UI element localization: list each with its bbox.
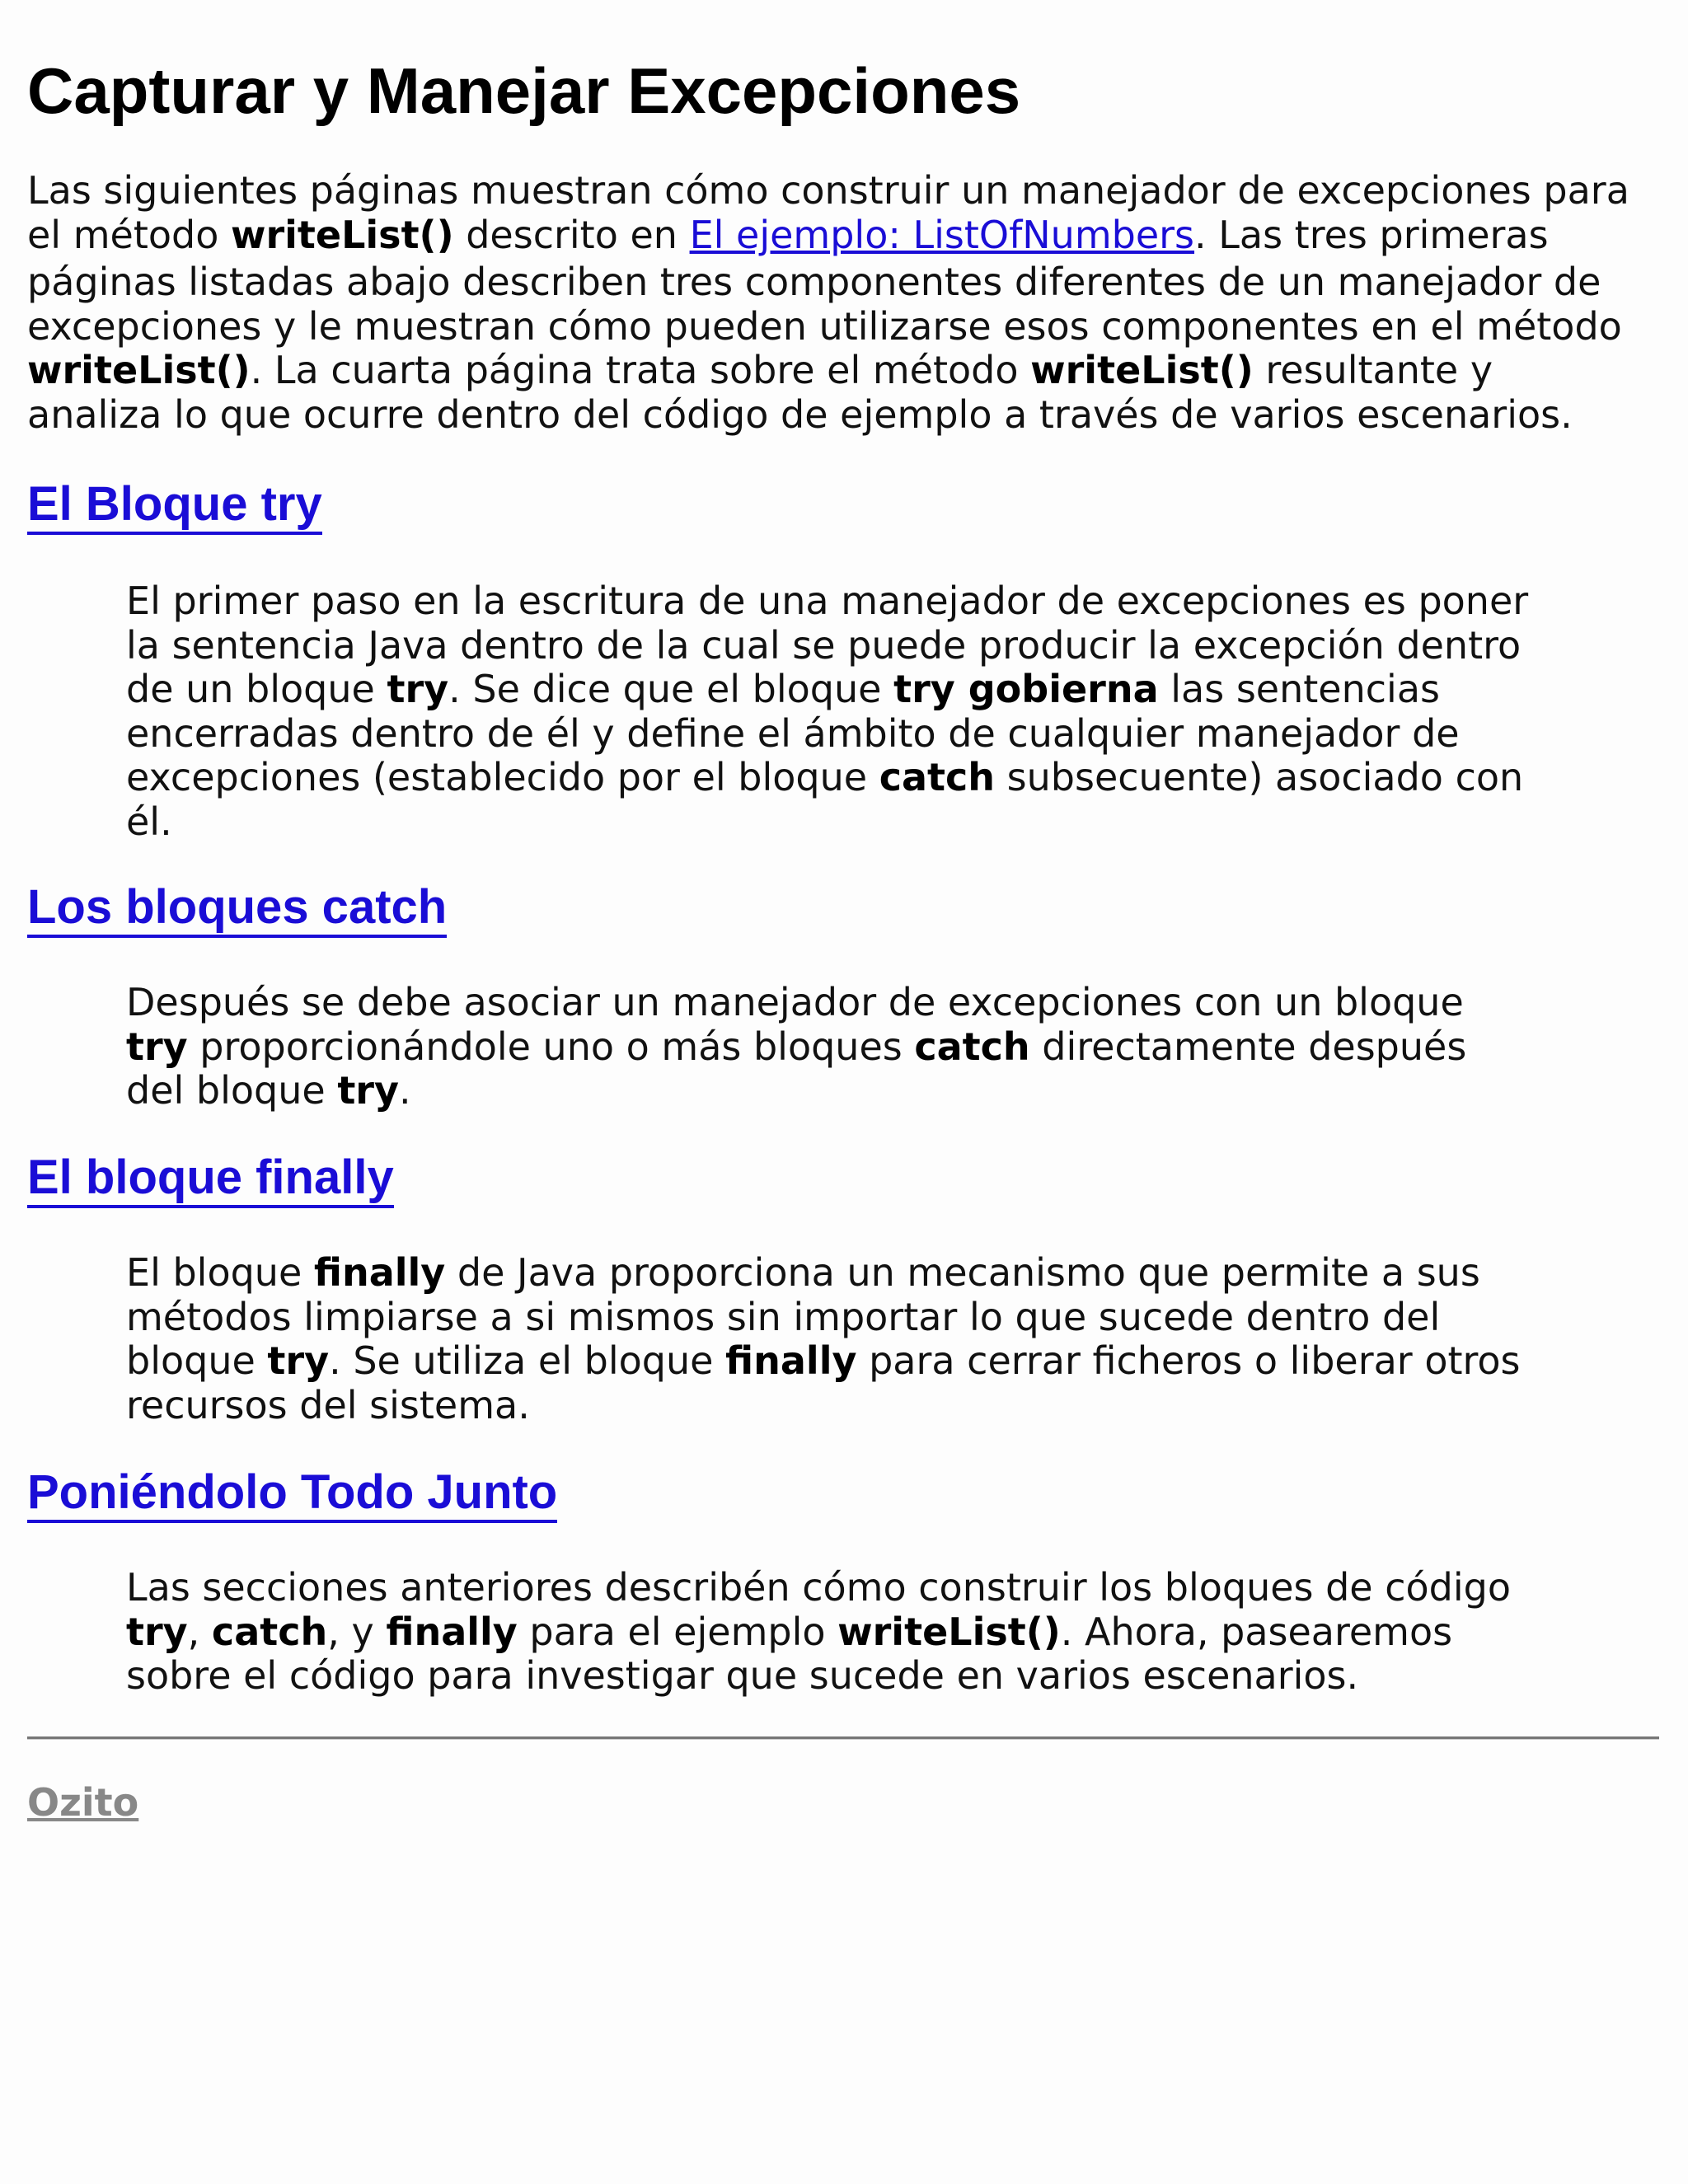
code-term: try bbox=[337, 1068, 399, 1113]
catch-blocks-link[interactable]: Los bloques catch bbox=[27, 880, 447, 938]
body-line bbox=[126, 1069, 1466, 1113]
body-text: , y bbox=[327, 1609, 387, 1654]
body-text: excepciones (establecido por el bloque bbox=[126, 755, 879, 799]
body-text: . bbox=[398, 1068, 411, 1113]
code-term: finally bbox=[386, 1609, 518, 1654]
page-title: Capturar y Manejar Excepciones bbox=[27, 54, 1021, 127]
try-block-link[interactable]: El Bloque try bbox=[27, 477, 322, 535]
body-text: Después se debe asociar un manejador de excepciones con un bloque bbox=[126, 980, 1464, 1024]
body-text: las sentencias bbox=[1158, 667, 1440, 711]
body-line bbox=[126, 800, 1528, 845]
body-text: para cerrar ficheros o liberar otros bbox=[856, 1338, 1521, 1383]
body-text: para el ejemplo bbox=[517, 1609, 838, 1654]
intro-text: analiza lo que ocurre dentro del código de ejemplo a través de varios escenarios. bbox=[27, 391, 1573, 437]
intro-paragraph bbox=[27, 169, 1667, 437]
body-text: Las secciones anteriores describén cómo construir los bloques de código bbox=[126, 1565, 1511, 1610]
body-text: directamente después bbox=[1029, 1024, 1467, 1069]
code-term: finally bbox=[725, 1338, 857, 1383]
body-text: del bloque bbox=[126, 1068, 338, 1113]
body-text: , bbox=[187, 1609, 212, 1654]
body-line bbox=[126, 1384, 1521, 1428]
body-text: recursos del sistema. bbox=[126, 1382, 530, 1427]
code-term: try bbox=[267, 1338, 330, 1383]
finally-block-link[interactable]: El bloque finally bbox=[27, 1151, 394, 1208]
code-term: writeList() bbox=[230, 212, 454, 257]
body-line bbox=[126, 756, 1528, 800]
body-text: métodos limpiarse a si mismos sin importar lo que sucede dentro del bbox=[126, 1294, 1441, 1339]
body-line bbox=[126, 1025, 1466, 1070]
intro-text: descrito en bbox=[453, 212, 690, 257]
body-text: él. bbox=[126, 799, 172, 844]
body-line bbox=[126, 668, 1528, 712]
section-body-together bbox=[126, 1566, 1511, 1699]
body-text: de Java proporciona un mecanismo que permite a sus bbox=[445, 1250, 1480, 1295]
intro-line bbox=[27, 305, 1667, 349]
body-text: encerradas dentro de él y define el ámbito de cualquier manejador de bbox=[126, 710, 1460, 756]
intro-text: . Las tres primeras bbox=[1194, 212, 1549, 257]
code-term: try bbox=[126, 1609, 188, 1654]
body-text: . Se utiliza el bloque bbox=[329, 1338, 726, 1383]
divider bbox=[27, 1736, 1659, 1740]
intro-text: excepciones y le muestran cómo pueden utilizarse esos componentes en el método bbox=[27, 303, 1622, 349]
body-text: de un bloque bbox=[126, 667, 387, 711]
body-line bbox=[126, 1566, 1511, 1610]
putting-together-link[interactable]: Poniéndolo Todo Junto bbox=[27, 1465, 557, 1523]
body-line bbox=[126, 1296, 1521, 1340]
body-line bbox=[126, 624, 1528, 668]
code-term: writeList() bbox=[1030, 348, 1254, 392]
body-line bbox=[126, 579, 1528, 624]
body-text: . Ahora, pasearemos bbox=[1060, 1609, 1453, 1654]
intro-line bbox=[27, 260, 1667, 305]
body-line bbox=[126, 1610, 1511, 1655]
section-heading-try bbox=[27, 476, 322, 533]
body-text: El primer paso en la escritura de una manejador de excepciones es poner bbox=[126, 579, 1529, 623]
intro-line bbox=[27, 213, 1667, 258]
section-heading-finally bbox=[27, 1149, 394, 1207]
code-term: try bbox=[126, 1024, 188, 1069]
section-body-catch bbox=[126, 981, 1466, 1113]
body-line bbox=[126, 981, 1466, 1025]
ozito-link[interactable]: Ozito bbox=[27, 1780, 139, 1825]
code-term: writeList() bbox=[837, 1609, 1061, 1654]
intro-text: . La cuarta página trata sobre el método bbox=[250, 348, 1031, 392]
code-term: writeList() bbox=[27, 348, 251, 392]
intro-text: el método bbox=[27, 212, 231, 257]
section-body-try bbox=[126, 579, 1528, 844]
code-term: try gobierna bbox=[893, 667, 1159, 711]
body-text: la sentencia Java dentro de la cual se puede producir la excepción dentro bbox=[126, 622, 1522, 668]
code-term: finally bbox=[313, 1250, 446, 1295]
body-text: proporcionándole uno o más bloques bbox=[187, 1024, 915, 1069]
body-line bbox=[126, 712, 1528, 757]
code-term: catch bbox=[914, 1024, 1030, 1069]
body-line bbox=[126, 1251, 1521, 1296]
body-text: bloque bbox=[126, 1338, 268, 1383]
intro-line bbox=[27, 349, 1667, 393]
code-term: catch bbox=[879, 755, 996, 799]
intro-text: resultante y bbox=[1253, 348, 1493, 392]
intro-text: Las siguientes páginas muestran cómo construir un manejador de excepciones para bbox=[27, 168, 1629, 213]
section-body-finally bbox=[126, 1251, 1521, 1427]
section-heading-catch bbox=[27, 879, 447, 936]
body-text: sobre el código para investigar que sucede en varios escenarios. bbox=[126, 1653, 1359, 1698]
intro-line bbox=[27, 169, 1667, 213]
body-line bbox=[126, 1339, 1521, 1384]
body-line bbox=[126, 1654, 1511, 1699]
body-text: . Se dice que el bloque bbox=[448, 667, 894, 711]
code-term: catch bbox=[211, 1609, 328, 1654]
intro-text: páginas listadas abajo describen tres componentes diferentes de un manejador de bbox=[27, 260, 1601, 304]
listofnumbers-link[interactable]: El ejemplo: ListOfNumbers bbox=[689, 212, 1195, 257]
body-text: subsecuente) asociado con bbox=[995, 755, 1524, 799]
intro-line bbox=[27, 393, 1667, 438]
section-heading-together bbox=[27, 1464, 557, 1521]
code-term: try bbox=[387, 667, 449, 711]
body-text: El bloque bbox=[126, 1250, 314, 1295]
